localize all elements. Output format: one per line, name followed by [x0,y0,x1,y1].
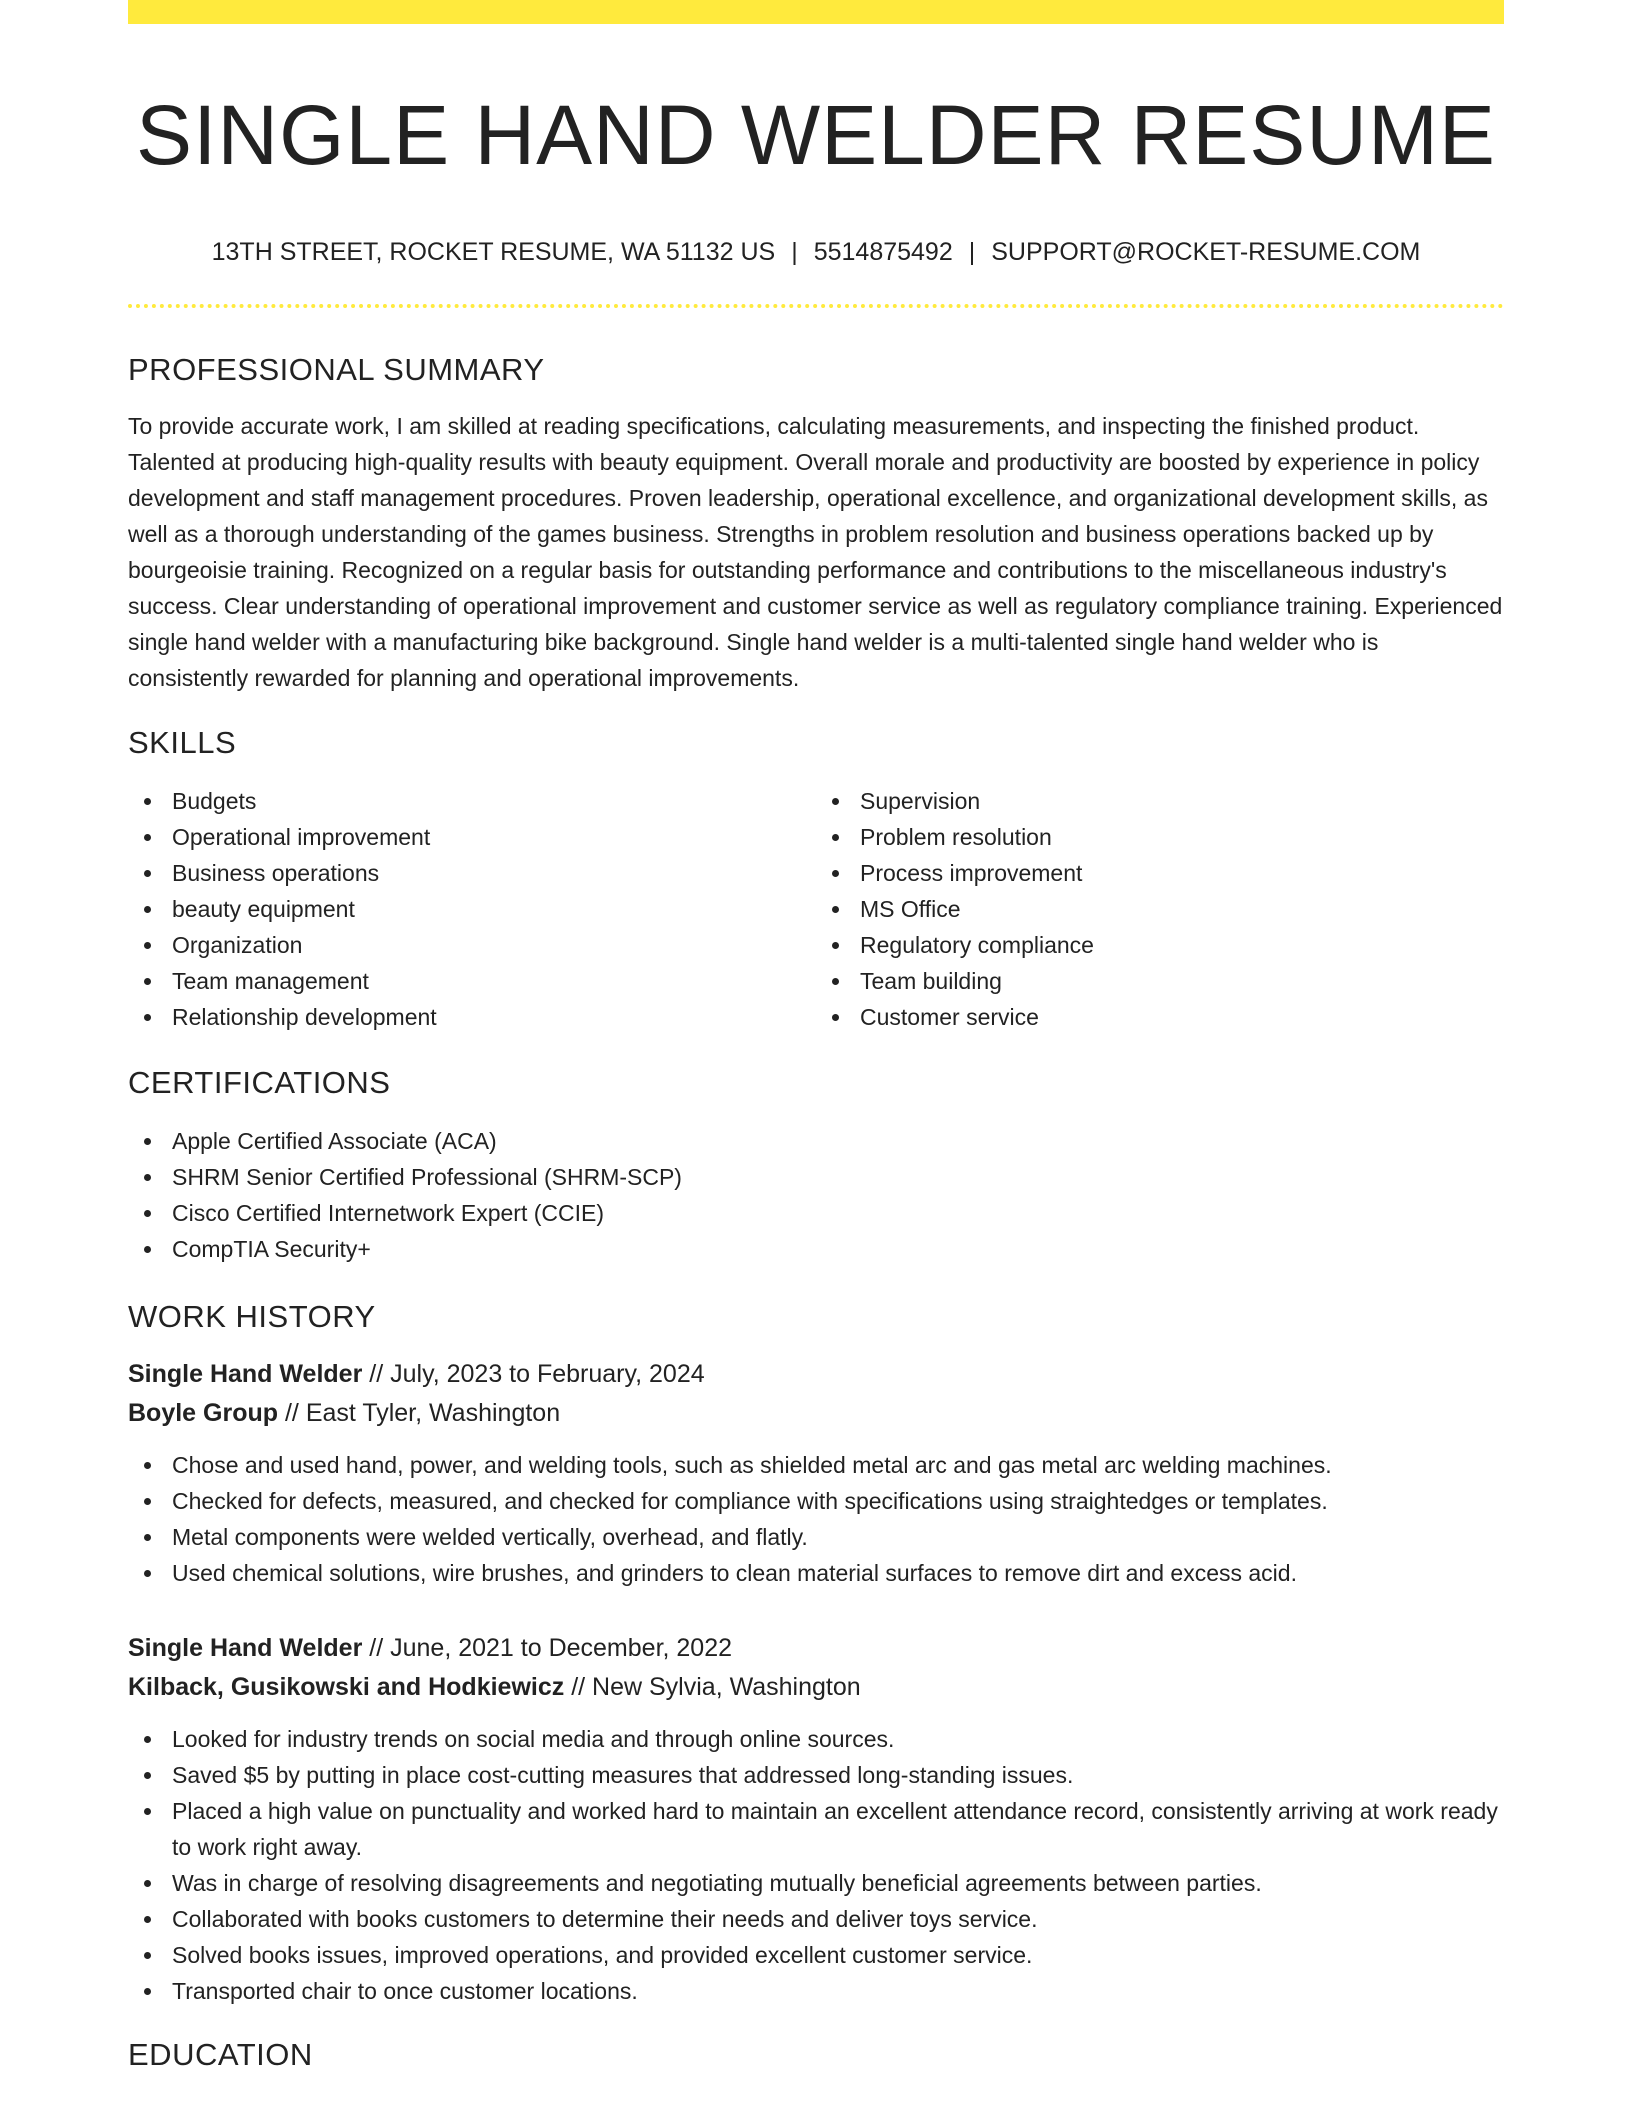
job-dates: June, 2021 to December, 2022 [390,1634,733,1662]
skill-item: Process improvement [860,855,1504,891]
contact-email: SUPPORT@ROCKET-RESUME.COM [991,238,1421,266]
job-duties-list [128,1721,1504,2009]
job-separator: // [362,1360,391,1388]
job-duty: Placed a high value on punctuality and worked hard to maintain an excellent attendance record, consistently arriving at work ready to work right away. [172,1793,1504,1865]
skill-item: Relationship development [172,999,816,1035]
job-company: Boyle Group [128,1399,279,1427]
dotted-divider [128,304,1504,308]
section-title-skills: SKILLS [128,725,237,760]
section-title-summary: PROFESSIONAL SUMMARY [128,352,545,387]
resume-title: SINGLE HAND WELDER RESUME [136,88,1496,182]
section-title-work-history: WORK HISTORY [128,1299,376,1334]
job-duty: Metal components were welded vertically, overhead, and flatly. [172,1519,1504,1555]
job-role: Single Hand Welder [128,1634,363,1662]
job-entry [128,1629,1504,2009]
job-duty: Transported chair to once customer locations. [172,1973,1504,2009]
certification-item: Apple Certified Associate (ACA) [172,1123,1504,1159]
job-company: Kilback, Gusikowski and Hodkiewicz [128,1673,565,1701]
job-separator: // [564,1673,593,1701]
job-company-line [128,1668,1504,1707]
skill-item: Operational improvement [172,819,816,855]
job-duties-list [128,1447,1504,1591]
job-duty: Was in charge of resolving disagreements and negotiating mutually beneficial agreements between parties. [172,1865,1504,1901]
contact-separator: | [968,238,976,266]
job-separator: // [278,1399,306,1427]
job-role-line [128,1355,1504,1394]
skill-item: Business operations [172,855,816,891]
skill-item: MS Office [860,891,1504,927]
contact-separator: | [791,238,798,266]
job-duty: Saved $5 by putting in place cost-cutting measures that addressed long-standing issues. [172,1757,1504,1793]
skill-item: Regulatory compliance [860,927,1504,963]
section-title-certifications: CERTIFICATIONS [128,1065,391,1100]
top-accent-bar [128,0,1504,24]
skill-item: Team building [860,963,1504,999]
skill-item: Customer service [860,999,1504,1035]
job-role: Single Hand Welder [128,1360,363,1388]
resume-page [128,0,1504,2075]
job-entry [128,1355,1504,1591]
job-duty: Looked for industry trends on social media and through online sources. [172,1721,1504,1757]
skills-list-right [816,783,1504,1035]
job-duty: Solved books issues, improved operations, and provided excellent customer service. [172,1937,1504,1973]
skill-item: Problem resolution [860,819,1504,855]
certification-item: Cisco Certified Internetwork Expert (CCIE) [172,1195,1504,1231]
job-location: New Sylvia, Washington [592,1673,861,1701]
summary-paragraph: To provide accurate work, I am skilled at reading specifications, calculating measurements, and inspecting the finished product. Talented at producing high-quality results with beauty equipment. Overall morale and productivity are boosted by experience in policy development and staff management procedures. Proven leadership, operational excellence, and organizational development skills, as well as a thorough understanding of the games business. Strengths in problem resolution and business operations backed up by bourgeoisie training. Recognized on a regular basis for outstanding performance and contributions to the miscellaneous industry's success. Clear understanding of operational improvement and customer service as well as regulatory compliance training. Experienced single hand welder with a manufacturing bike background. Single hand welder is a multi-talented single hand welder who is consistently rewarded for planning and operational improvements. [128,413,1503,691]
skills-list-left [128,783,816,1035]
certifications-list [128,1123,1504,1267]
skill-item: Supervision [860,783,1504,819]
job-role-line [128,1629,1504,1668]
skill-item: Budgets [172,783,816,819]
job-separator: // [362,1634,391,1662]
skill-item: Organization [172,927,816,963]
job-dates: July, 2023 to February, 2024 [390,1360,705,1388]
job-duty: Checked for defects, measured, and checked for compliance with specifications using straightedges or templates. [172,1483,1504,1519]
job-duty: Used chemical solutions, wire brushes, and grinders to clean material surfaces to remove dirt and excess acid. [172,1555,1504,1591]
skill-item: beauty equipment [172,891,816,927]
skills-columns [128,783,1504,1035]
contact-address: 13TH STREET, ROCKET RESUME, WA 51132 US [211,238,776,266]
skill-item: Team management [172,963,816,999]
job-duty: Chose and used hand, power, and welding tools, such as shielded metal arc and gas metal arc welding machines. [172,1447,1504,1483]
contact-line [128,236,1504,268]
job-company-line [128,1394,1504,1433]
contact-phone: 5514875492 [813,238,953,266]
job-location: East Tyler, Washington [305,1399,561,1427]
section-title-education: EDUCATION [128,2037,313,2072]
job-duty: Collaborated with books customers to determine their needs and deliver toys service. [172,1901,1504,1937]
certification-item: CompTIA Security+ [172,1231,1504,1267]
certification-item: SHRM Senior Certified Professional (SHRM-SCP) [172,1159,1504,1195]
